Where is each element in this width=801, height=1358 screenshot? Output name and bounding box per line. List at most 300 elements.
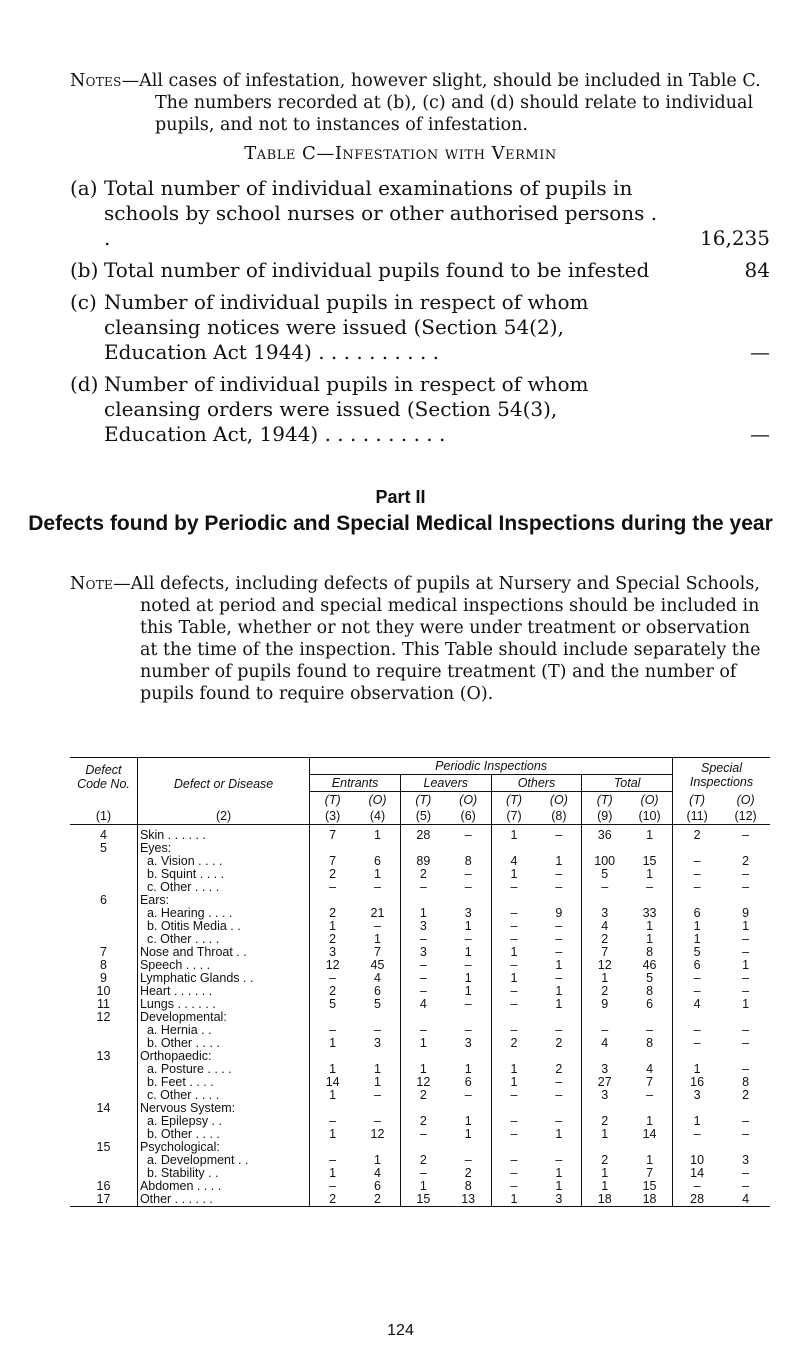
defect-name: b. Otitis Media . .: [137, 920, 309, 933]
cell-value: 6: [693, 906, 701, 920]
cell-value: –: [742, 828, 750, 842]
header-t-o: (O): [627, 792, 672, 809]
cell-value: 3: [601, 1088, 609, 1102]
cell-value: 1: [329, 1062, 337, 1076]
cell-value: 1: [601, 1166, 609, 1180]
cell-value: 5: [601, 867, 609, 881]
cell-value: 3: [446, 1037, 491, 1050]
cell-value: 2: [601, 984, 609, 998]
defect-code: [70, 1024, 137, 1037]
cell-value: 3: [355, 1037, 400, 1050]
cell-value: 3: [419, 919, 427, 933]
cell-value: 3: [601, 1062, 609, 1076]
item-text: Number of individual pupils in respect of whom cleansing notices were issued (Section 54(2), Education Act 1944) . . . . . . . . . .: [104, 290, 589, 364]
cell-value: –: [329, 1114, 337, 1128]
cell-value: 10: [690, 1153, 705, 1167]
cell-value: –: [693, 1036, 701, 1050]
table-c-item: [70, 258, 770, 283]
cell-value: –: [693, 1127, 701, 1141]
cell-value: 3: [419, 945, 427, 959]
cell-value: 1: [601, 1127, 609, 1141]
header-entrants: Entrants: [310, 775, 401, 792]
defect-name: Nervous System:: [137, 1102, 309, 1115]
cell-value: 1: [355, 868, 400, 881]
cell-value: 8: [446, 1180, 491, 1193]
defect-name: Psychological:: [137, 1141, 309, 1154]
cell-value: 1: [536, 1128, 581, 1141]
cell-value: 1: [627, 920, 672, 933]
cell-value: –: [742, 1062, 750, 1076]
cell-value: 2: [355, 1193, 400, 1207]
cell-value: 2: [329, 906, 337, 920]
cell-value: –: [510, 1179, 518, 1193]
cell-value: –: [536, 972, 581, 985]
cell-value: 2: [419, 1088, 427, 1102]
cell-value: –: [536, 920, 581, 933]
cell-value: 8: [446, 855, 491, 868]
defect-code: [70, 868, 137, 881]
defect-code: 12: [70, 1011, 137, 1024]
cell-value: 1: [446, 1115, 491, 1128]
cell-value: 4: [627, 1063, 672, 1076]
cell-value: 1: [536, 985, 581, 998]
cell-value: 15: [627, 1180, 672, 1193]
cell-value: 1: [601, 1179, 609, 1193]
cell-value: –: [693, 984, 701, 998]
header-col-num: (7): [491, 808, 536, 825]
cell-value: 5: [355, 998, 400, 1011]
cell-value: –: [510, 984, 518, 998]
cell-value: 1: [627, 868, 672, 881]
cell-value: –: [446, 829, 491, 842]
cell-value: –: [446, 868, 491, 881]
header-col2-num: (2): [137, 808, 309, 825]
item-value: —: [750, 422, 770, 446]
defect-code: 13: [70, 1050, 137, 1063]
defect-name: a. Hearing . . . .: [137, 907, 309, 920]
note-label: Note: [70, 574, 114, 594]
cell-value: 4: [355, 972, 400, 985]
item-text: Number of individual pupils in respect of whom cleansing orders were issued (Section 54(3), Education Act, 1944) . . . . . . . . . .: [104, 372, 589, 446]
cell-value: –: [446, 959, 491, 972]
cell-value: 6: [355, 1180, 400, 1193]
cell-value: 16: [690, 1075, 705, 1089]
cell-value: –: [627, 1089, 672, 1102]
cell-value: 1: [491, 1193, 536, 1207]
cell-value: –: [536, 1024, 581, 1037]
cell-value: –: [742, 867, 750, 881]
cell-value: –: [510, 1023, 518, 1037]
cell-value: 6: [355, 855, 400, 868]
defect-name: Orthopaedic:: [137, 1050, 309, 1063]
defect-name: Heart . . . . . .: [137, 985, 309, 998]
cell-value: –: [329, 1023, 337, 1037]
cell-value: –: [510, 932, 518, 946]
cell-value: –: [742, 1166, 750, 1180]
cell-value: 1: [510, 867, 518, 881]
defect-code: 10: [70, 985, 137, 998]
cell-value: –: [536, 933, 581, 946]
cell-value: –: [742, 945, 750, 959]
cell-value: 2: [446, 1167, 491, 1180]
defect-name: Developmental:: [137, 1011, 309, 1024]
cell-value: 15: [627, 855, 672, 868]
notes-label: Notes: [70, 71, 122, 91]
cell-value: 2: [693, 828, 701, 842]
header-col-num: (11): [672, 808, 721, 825]
table-row: [70, 1193, 770, 1207]
cell-value: –: [510, 880, 518, 894]
defect-name: b. Feet . . . .: [137, 1076, 309, 1089]
cell-value: 1: [627, 933, 672, 946]
cell-value: –: [693, 867, 701, 881]
header-col2: [137, 792, 309, 809]
cell-value: 28: [672, 1193, 721, 1207]
defect-name: b. Stability . .: [137, 1167, 309, 1180]
cell-value: –: [329, 1179, 337, 1193]
header-t-o: (O): [446, 792, 491, 809]
defect-code: 7: [70, 946, 137, 959]
cell-value: –: [510, 919, 518, 933]
defect-name: b. Squint . . . .: [137, 868, 309, 881]
cell-value: 12: [355, 1128, 400, 1141]
cell-value: 46: [627, 959, 672, 972]
cell-value: –: [329, 1153, 337, 1167]
item-value: —: [750, 340, 770, 364]
header-col-num: (9): [582, 808, 627, 825]
cell-value: 8: [627, 985, 672, 998]
cell-value: 12: [416, 1075, 431, 1089]
cell-value: –: [419, 932, 427, 946]
cell-value: 1: [536, 855, 581, 868]
cell-value: –: [693, 1023, 701, 1037]
defect-code: [70, 920, 137, 933]
defect-code: [70, 855, 137, 868]
cell-value: 3: [329, 945, 337, 959]
cell-value: –: [510, 1166, 518, 1180]
cell-value: –: [510, 1127, 518, 1141]
defect-name: b. Other . . . .: [137, 1128, 309, 1141]
defect-name: Lungs . . . . . .: [137, 998, 309, 1011]
defect-name: Ears:: [137, 894, 309, 907]
cell-value: 18: [582, 1193, 627, 1207]
cell-value: 1: [355, 933, 400, 946]
cell-value: 1: [536, 998, 581, 1011]
cell-value: –: [536, 829, 581, 842]
defect-name: Other . . . . . .: [137, 1193, 309, 1207]
cell-value: –: [601, 880, 609, 894]
cell-value: 3: [536, 1193, 581, 1207]
header-col-num: (8): [536, 808, 581, 825]
cell-value: 7: [601, 945, 609, 959]
cell-value: –: [742, 1023, 750, 1037]
header-col-num: (6): [446, 808, 491, 825]
header-col1: [70, 792, 137, 809]
cell-value: –: [446, 1024, 491, 1037]
cell-value: –: [510, 1114, 518, 1128]
header-col-num: (4): [355, 808, 400, 825]
item-label: (c): [70, 290, 97, 314]
cell-value: 5: [693, 945, 701, 959]
cell-value: 1: [329, 1166, 337, 1180]
defect-name: b. Other . . . .: [137, 1037, 309, 1050]
defect-name: c. Other . . . .: [137, 933, 309, 946]
cell-value: –: [419, 958, 427, 972]
cell-value: 28: [416, 828, 431, 842]
cell-value: 9: [601, 997, 609, 1011]
defect-name: Skin . . . . . .: [137, 829, 309, 842]
cell-value: 1: [446, 1063, 491, 1076]
cell-value: –: [693, 880, 701, 894]
cell-value: –: [329, 880, 337, 894]
cell-value: 1: [601, 971, 609, 985]
defect-code: 17: [70, 1193, 137, 1207]
header-col-num: (3): [310, 808, 355, 825]
page-number: 124: [387, 1322, 414, 1339]
cell-value: –: [627, 881, 672, 894]
defect-name: c. Other . . . .: [137, 881, 309, 894]
item-text: Total number of individual examinations of pupils in schools by school nurses or other authorised persons . .: [104, 176, 658, 250]
cell-value: 1: [742, 919, 750, 933]
cell-value: –: [693, 1179, 701, 1193]
header-periodic: Periodic Inspections: [310, 758, 673, 775]
cell-value: 7: [329, 854, 337, 868]
cell-value: 1: [419, 1036, 427, 1050]
cell-value: 14: [627, 1128, 672, 1141]
cell-value: –: [601, 1023, 609, 1037]
header-t-o: (T): [415, 793, 432, 807]
cell-value: –: [742, 984, 750, 998]
defect-code: 8: [70, 959, 137, 972]
cell-value: –: [742, 932, 750, 946]
cell-value: 1: [627, 829, 672, 842]
cell-value: –: [355, 881, 400, 894]
cell-value: –: [446, 1089, 491, 1102]
cell-value: 4: [693, 997, 701, 1011]
defect-name: Eyes:: [137, 842, 309, 855]
cell-value: 1: [693, 1114, 701, 1128]
cell-value: 3: [742, 1153, 750, 1167]
cell-value: 5: [329, 997, 337, 1011]
notes-paragraph: [70, 70, 770, 136]
defect-name: c. Other . . . .: [137, 1089, 309, 1102]
cell-value: 4: [721, 1193, 770, 1207]
cell-value: 2: [601, 1114, 609, 1128]
defect-code: 14: [70, 1102, 137, 1115]
cell-value: 3: [601, 906, 609, 920]
cell-value: 1: [693, 919, 701, 933]
cell-value: 5: [627, 972, 672, 985]
cell-value: –: [510, 1153, 518, 1167]
cell-value: –: [536, 868, 581, 881]
cell-value: 1: [510, 945, 518, 959]
header-t-o: (O): [536, 792, 581, 809]
cell-value: –: [536, 881, 581, 894]
defect-name: Nose and Throat . .: [137, 946, 309, 959]
cell-value: 7: [627, 1076, 672, 1089]
cell-value: 2: [419, 1153, 427, 1167]
defects-table: [70, 757, 770, 1207]
table-row: [70, 829, 770, 842]
cell-value: 6: [627, 998, 672, 1011]
cell-value: 1: [742, 997, 750, 1011]
cell-value: –: [355, 1089, 400, 1102]
cell-value: –: [355, 920, 400, 933]
cell-value: 1: [419, 906, 427, 920]
cell-value: –: [419, 1023, 427, 1037]
cell-value: –: [419, 971, 427, 985]
cell-value: 9: [742, 906, 750, 920]
part-ii-label: Part II: [375, 487, 426, 507]
cell-value: 2: [310, 1193, 355, 1207]
cell-value: 1: [510, 1075, 518, 1089]
defect-code: [70, 1063, 137, 1076]
cell-value: 9: [536, 907, 581, 920]
cell-value: 1: [355, 1076, 400, 1089]
table-c-item: [70, 176, 770, 251]
cell-value: 27: [597, 1075, 612, 1089]
cell-value: 1: [355, 1063, 400, 1076]
cell-value: –: [627, 1024, 672, 1037]
cell-value: 8: [627, 946, 672, 959]
header-code: Defect Code No.: [70, 758, 137, 792]
defect-code: 4: [70, 829, 137, 842]
cell-value: 1: [510, 828, 518, 842]
defect-name: a. Development . .: [137, 1154, 309, 1167]
table-c-item: [70, 372, 770, 447]
cell-value: –: [742, 1179, 750, 1193]
cell-value: –: [536, 1115, 581, 1128]
table-c-title: Table C—Infestation with Vermin: [244, 143, 557, 164]
cell-value: 2: [419, 1114, 427, 1128]
cell-value: 8: [627, 1037, 672, 1050]
cell-value: 1: [446, 920, 491, 933]
cell-value: 12: [325, 958, 340, 972]
cell-value: 4: [355, 1167, 400, 1180]
cell-value: 1: [329, 1036, 337, 1050]
item-value: 16,235: [700, 226, 770, 250]
cell-value: –: [536, 946, 581, 959]
cell-value: 1: [329, 919, 337, 933]
note-text: —All defects, including defects of pupils at Nursery and Special Schools, noted at period and special medical inspections should be included in this Table, whether or not they were under treatment or observation at the time of the inspection. This Table should include separately the number of pupils found to require treatment (T) and the number of pupils found to require observation (O).: [113, 574, 761, 704]
item-text: Total number of individual pupils found to be infested: [104, 258, 650, 282]
cell-value: 1: [536, 959, 581, 972]
cell-value: –: [510, 1088, 518, 1102]
cell-value: –: [742, 1127, 750, 1141]
defect-code: 15: [70, 1141, 137, 1154]
defect-code: [70, 1076, 137, 1089]
cell-value: –: [536, 1154, 581, 1167]
defect-name: a. Vision . . . .: [137, 855, 309, 868]
defect-name: a. Posture . . . .: [137, 1063, 309, 1076]
header-col-num: (10): [627, 808, 672, 825]
header-t-o: (T): [596, 793, 613, 807]
cell-value: 1: [627, 1115, 672, 1128]
cell-value: –: [693, 971, 701, 985]
cell-value: 1: [536, 1180, 581, 1193]
cell-value: 1: [627, 1154, 672, 1167]
defect-name: a. Epilepsy . .: [137, 1115, 309, 1128]
cell-value: –: [355, 1115, 400, 1128]
cell-value: –: [742, 1036, 750, 1050]
header-t-o: (O): [736, 792, 755, 807]
header-t-o: (T): [689, 792, 706, 807]
cell-value: 3: [446, 907, 491, 920]
cell-value: –: [446, 933, 491, 946]
table-c-item: [70, 290, 770, 365]
defect-code: 16: [70, 1180, 137, 1193]
header-col-num: (5): [400, 808, 445, 825]
cell-value: 2: [510, 1036, 518, 1050]
notes-text: —All cases of infestation, however slight, should be included in Table C. The numbers recorded at (b), (c) and (d) should relate to individual pupils, and not to instances of infestation.: [121, 71, 761, 135]
cell-value: 18: [627, 1193, 672, 1207]
header-special: Special Inspections: [672, 758, 770, 792]
cell-value: –: [419, 1166, 427, 1180]
cell-value: 1: [693, 1062, 701, 1076]
cell-value: 14: [325, 1075, 340, 1089]
defect-name: a. Hernia . .: [137, 1024, 309, 1037]
cell-value: 2: [536, 1037, 581, 1050]
cell-value: 4: [510, 854, 518, 868]
cell-value: 2: [329, 932, 337, 946]
cell-value: –: [742, 1114, 750, 1128]
header-col1-num: (1): [70, 808, 137, 825]
cell-value: 4: [601, 919, 609, 933]
header-total: Total: [582, 775, 673, 792]
cell-value: 100: [594, 854, 616, 868]
cell-value: 45: [355, 959, 400, 972]
defect-code: 5: [70, 842, 137, 855]
cell-value: 7: [329, 828, 337, 842]
cell-value: 1: [510, 971, 518, 985]
cell-value: 2: [742, 854, 750, 868]
cell-value: 1: [693, 932, 701, 946]
cell-value: –: [419, 880, 427, 894]
header-t-o: (O): [355, 792, 400, 809]
cell-value: –: [419, 1127, 427, 1141]
cell-value: –: [536, 1076, 581, 1089]
defect-code: [70, 1154, 137, 1167]
cell-value: 1: [536, 1167, 581, 1180]
cell-value: 1: [355, 1154, 400, 1167]
cell-value: 33: [627, 907, 672, 920]
cell-value: 1: [446, 946, 491, 959]
cell-value: 89: [416, 854, 431, 868]
cell-value: 15: [400, 1193, 445, 1207]
cell-value: –: [536, 1089, 581, 1102]
header-disease: Defect or Disease: [137, 758, 309, 792]
header-leavers: Leavers: [400, 775, 491, 792]
cell-value: 2: [601, 932, 609, 946]
cell-value: 2: [329, 984, 337, 998]
defect-code: [70, 907, 137, 920]
cell-value: –: [510, 997, 518, 1011]
cell-value: 1: [742, 958, 750, 972]
cell-value: 14: [690, 1166, 705, 1180]
header-col-num: (12): [721, 808, 770, 825]
cell-value: 2: [536, 1063, 581, 1076]
cell-value: –: [742, 971, 750, 985]
defect-name: Lymphatic Glands . .: [137, 972, 309, 985]
cell-value: 12: [597, 958, 612, 972]
cell-value: 1: [329, 1127, 337, 1141]
cell-value: –: [446, 1154, 491, 1167]
item-value: 84: [744, 258, 770, 282]
part-ii-heading: Defects found by Periodic and Special Medical Inspections during the year: [28, 512, 773, 535]
defect-code: [70, 1115, 137, 1128]
cell-value: 1: [446, 1128, 491, 1141]
cell-value: –: [510, 906, 518, 920]
